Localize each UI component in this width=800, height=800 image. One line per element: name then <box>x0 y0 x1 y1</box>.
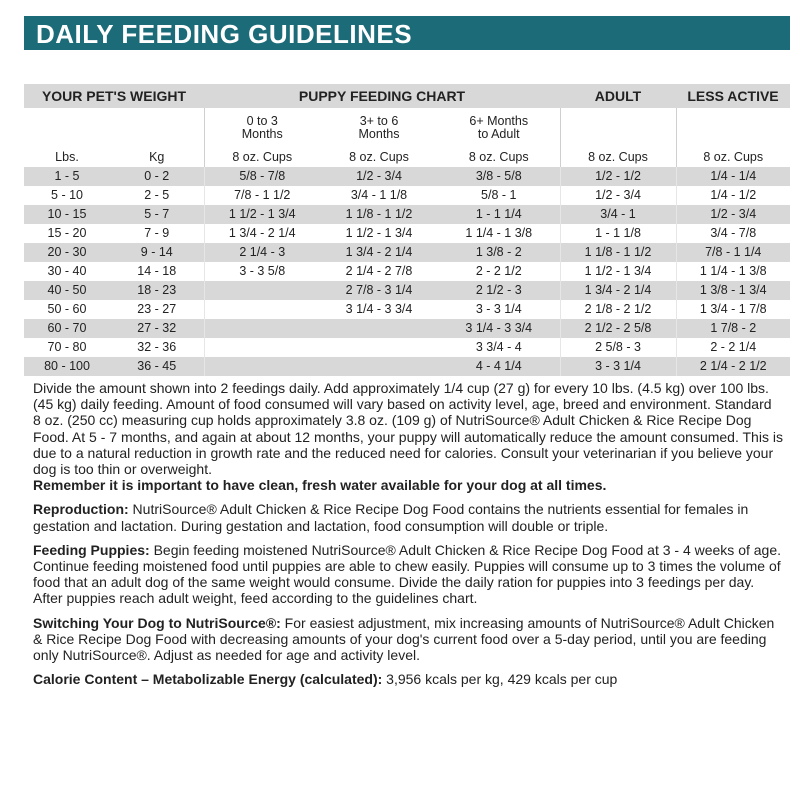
table-cell: 1 3/4 - 2 1/4 <box>560 281 676 300</box>
table-cell: 2 - 5 <box>144 188 170 202</box>
table-cell: 7/8 - 1 1/4 <box>676 243 790 262</box>
table-cell: 3/4 - 1 <box>560 205 676 224</box>
table-cell: 1 3/4 - 2 1/4 <box>204 224 320 243</box>
table-cell: 5 - 7 <box>110 205 204 224</box>
table-cell: 36 - 45 <box>110 357 204 376</box>
table-cell: 1/2 - 3/4 <box>320 167 438 186</box>
intro-paragraph: Divide the amount shown into 2 feedings daily. Add approximately 1/4 cup (27 g) for every 10 lbs. (4.5 kg) over 100 lbs. (45 kg) daily feeding. Amount of food consumed will vary based on activity level, age, breed and environment. Standard 8 oz. (250 cc) measuring cup holds approximately 3.8 oz. (109 g) of NutriSource® Adult Chicken & Rice Recipe Dog Food. At 5 - 7 months, and again at about 12 months, your puppy will automatically reduce the amount consumed. This is due to a natural reduction in growth rate and the reduced need for calories. Consult your veterinarian if you believe your dog is too thin or overweight. Remember it is important to have clean, fresh water available for your dog at all times. <box>33 380 783 494</box>
table-cell: 2 1/8 - 2 1/2 <box>560 300 676 319</box>
table-cell: 1 3/4 - 1 7/8 <box>676 300 790 319</box>
table-cell: 1 7/8 - 2 <box>676 319 790 338</box>
adult-header: ADULT <box>560 84 676 108</box>
puppy-chart-header: PUPPY FEEDING CHART <box>204 84 560 108</box>
table-cell <box>204 300 320 319</box>
table-cell: 1 3/4 - 2 1/4 <box>320 243 438 262</box>
table-cell <box>204 281 320 300</box>
table-cell: 2 1/4 - 3 <box>204 243 320 262</box>
table-cell: 3/4 - 1 1/8 <box>350 188 408 202</box>
table-cell: 1 1/4 - 1 3/8 <box>465 226 533 240</box>
table-cell: 2 7/8 - 3 1/4 <box>320 281 438 300</box>
table-cell: 1 - 5 <box>24 167 110 186</box>
table-cell: 3/4 - 7/8 <box>676 224 790 243</box>
table-cell: 2 - 2 1/2 <box>475 264 522 278</box>
table-cell: 1 - 1 1/4 <box>438 205 560 224</box>
table-cell: 2 1/2 - 3 <box>438 281 560 300</box>
table-row <box>24 243 790 262</box>
unit-cell: 8 oz. Cups <box>560 148 676 167</box>
table-cell: 2 5/8 - 3 <box>560 338 676 357</box>
table-cell: 3/8 - 5/8 <box>438 167 560 186</box>
table-cell: 7/8 - 1 1/2 <box>204 186 320 205</box>
water-reminder: Remember it is important to have clean, fresh water available for your dog at all times. <box>33 477 607 494</box>
table-row <box>24 338 790 357</box>
table-cell: 3 - 3 1/4 <box>475 302 522 316</box>
table-cell: 0 - 2 <box>110 167 204 186</box>
table-cell: 4 - 4 1/4 <box>438 357 560 376</box>
table-cell: 18 - 23 <box>110 281 204 300</box>
table-cell <box>204 357 320 376</box>
feeding-puppies-paragraph: Feeding Puppies: Begin feeding moistened NutriSource® Adult Chicken & Rice Recipe Dog Food at 3 - 4 weeks of age. Continue feeding moistened food until puppies are able to chew easily. Puppies will consume up to 3 times the volume of food that an adult dog of the same weight would consume. Divide the daily ration for puppies into 3 feedings per day. After puppies reach adult weight, feed according to the guidelines chart. <box>33 541 782 607</box>
table-row <box>24 262 790 281</box>
unit-cell: 8 oz. Cups <box>676 148 790 167</box>
table-cell: 3 1/4 - 3 3/4 <box>438 319 560 338</box>
table-cell: 30 - 40 <box>47 264 87 278</box>
table-cell: 3 - 3 5/8 <box>204 262 320 281</box>
unit-cell: 8 oz. Cups <box>349 150 409 164</box>
table-cell: 1/4 - 1/4 <box>676 167 790 186</box>
table-row <box>24 281 790 300</box>
feeding-chart-table <box>24 84 790 376</box>
switching-paragraph: Switching Your Dog to NutriSource®: For easiest adjustment, mix increasing amounts of NutriSource® Adult Chicken & Rice Recipe Dog Food with decreasing amounts of your dog's current food over a 5-day period, until you are feeding only NutriSource®. Adjust as needed for age and activity level. <box>33 614 775 664</box>
table-cell: 1 - 1 1/8 <box>560 224 676 243</box>
unit-cell: 8 oz. Cups <box>468 150 529 164</box>
table-cell: 80 - 100 <box>24 357 110 376</box>
table-row <box>24 167 790 186</box>
age-6-adult: 6+ Months to Adult <box>469 114 529 141</box>
table-cell: 2 1/2 - 2 5/8 <box>560 319 676 338</box>
table-cell: 3 1/4 - 3 3/4 <box>345 302 413 316</box>
table-cell: 20 - 30 <box>24 243 110 262</box>
table-cell: 5/8 - 7/8 <box>204 167 320 186</box>
table-cell: 60 - 70 <box>24 319 110 338</box>
table-cell: 50 - 60 <box>47 302 87 316</box>
table-cell: 1 1/2 - 1 3/4 <box>204 205 320 224</box>
table-cell: 40 - 50 <box>24 281 110 300</box>
table-cell: 1 1/8 - 1 1/2 <box>320 205 438 224</box>
page-title: DAILY FEEDING GUIDELINES <box>24 16 790 50</box>
age-3-6: 3+ to 6 Months <box>358 114 400 141</box>
age-0-3: 0 to 3 Months <box>204 108 320 148</box>
table-cell: 10 - 15 <box>24 205 110 224</box>
table-cell: 14 - 18 <box>137 264 177 278</box>
weight-header: YOUR PET'S WEIGHT <box>24 84 204 108</box>
table-cell: 1 3/8 - 2 <box>438 243 560 262</box>
age-row <box>24 108 790 148</box>
table-cell: 1/2 - 3/4 <box>676 205 790 224</box>
table-cell: 1 1/8 - 1 1/2 <box>560 243 676 262</box>
header-row <box>24 84 790 108</box>
table-cell <box>320 319 438 338</box>
table-cell: 9 - 14 <box>110 243 204 262</box>
table-row <box>24 300 790 319</box>
table-cell: 1 1/4 - 1 3/8 <box>676 262 790 281</box>
table-cell: 5/8 - 1 <box>481 188 517 202</box>
reproduction-paragraph: Reproduction: NutriSource® Adult Chicken & Rice Recipe Dog Food contains the nutrients essential for females in gestation and lactation. During gestation and lactation, food consumption will double or triple. <box>33 501 749 534</box>
less-active-header: LESS ACTIVE <box>676 84 790 108</box>
unit-cell: Lbs. <box>55 150 79 164</box>
table-cell: 1/2 - 1/2 <box>560 167 676 186</box>
table-cell: 3 3/4 - 4 <box>475 340 522 354</box>
table-cell: 23 - 27 <box>137 302 177 316</box>
table-row <box>24 319 790 338</box>
table-cell: 2 1/4 - 2 1/2 <box>676 357 790 376</box>
table-cell: 2 1/4 - 2 7/8 <box>345 264 413 278</box>
unit-cell: 8 oz. Cups <box>204 148 320 167</box>
table-row <box>24 205 790 224</box>
table-cell: 1 1/2 - 1 3/4 <box>345 226 413 240</box>
table-cell <box>204 319 320 338</box>
table-cell: 1 3/8 - 1 3/4 <box>676 281 790 300</box>
table-cell: 5 - 10 <box>51 188 83 202</box>
notes-section <box>33 380 783 695</box>
table-cell: 1/2 - 3/4 <box>560 186 676 205</box>
table-cell: 70 - 80 <box>47 340 87 354</box>
units-row <box>24 148 790 167</box>
table-cell: 15 - 20 <box>47 226 87 240</box>
table-cell: 1/4 - 1/2 <box>676 186 790 205</box>
table-cell <box>204 338 320 357</box>
table-cell: 1 1/2 - 1 3/4 <box>560 262 676 281</box>
table-cell: 2 - 2 1/4 <box>676 338 790 357</box>
table-cell: 7 - 9 <box>144 226 170 240</box>
table-cell: 32 - 36 <box>137 340 177 354</box>
table-row <box>24 357 790 376</box>
data-rows <box>24 167 790 376</box>
table-cell <box>320 338 438 357</box>
table-row <box>24 224 790 243</box>
table-cell: 3 - 3 1/4 <box>560 357 676 376</box>
table-cell <box>320 357 438 376</box>
unit-cell: Kg <box>149 150 165 164</box>
table-cell: 27 - 32 <box>110 319 204 338</box>
calorie-paragraph: Calorie Content – Metabolizable Energy (calculated): 3,956 kcals per kg, 429 kcals per cup <box>33 671 618 688</box>
table-row <box>24 186 790 205</box>
